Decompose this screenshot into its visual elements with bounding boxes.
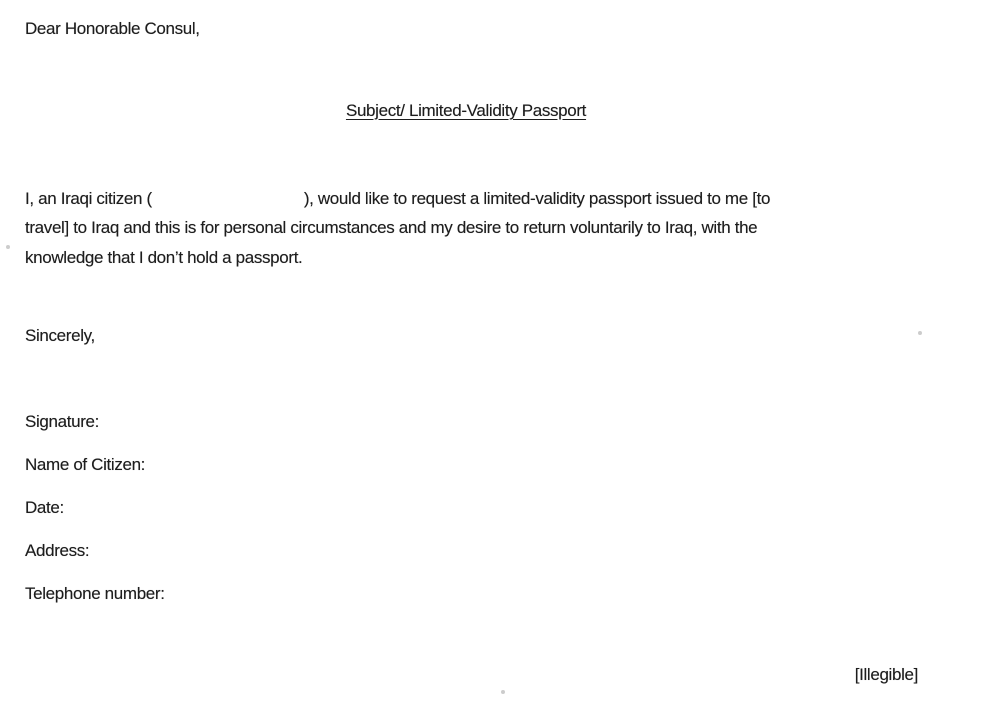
closing: Sincerely, — [25, 326, 95, 345]
scan-speck — [501, 690, 505, 694]
scan-speck — [918, 331, 922, 335]
salutation: Dear Honorable Consul, — [25, 19, 200, 38]
letter-body — [25, 184, 965, 272]
field-label-signature: Signature: — [25, 412, 99, 431]
form-fields — [25, 413, 165, 628]
field-label-name-of-citizen: Name of Citizen: — [25, 455, 146, 474]
field-label-address: Address: — [25, 541, 90, 560]
body-line-3: knowledge that I don’t hold a passport. — [25, 247, 303, 267]
citizen-name-blank — [152, 203, 304, 204]
body-line-2: travel] to Iraq and this is for personal circumstances and my desire to return voluntarily to Iraq, with the — [25, 218, 758, 238]
field-label-telephone-number: Telephone number: — [25, 584, 165, 603]
illegible-note: [Illegible] — [854, 665, 918, 684]
scan-speck — [6, 245, 10, 249]
field-label-date: Date: — [25, 498, 64, 517]
subject-line: Subject/ Limited-Validity Passport — [345, 101, 587, 120]
subject-line-wrap — [0, 101, 932, 121]
body-line-1-post: ), would like to request a limited-validity passport issued to me [to — [303, 189, 771, 208]
body-line-1-pre: I, an Iraqi citizen ( — [25, 189, 152, 208]
body-line-1 — [25, 184, 965, 213]
